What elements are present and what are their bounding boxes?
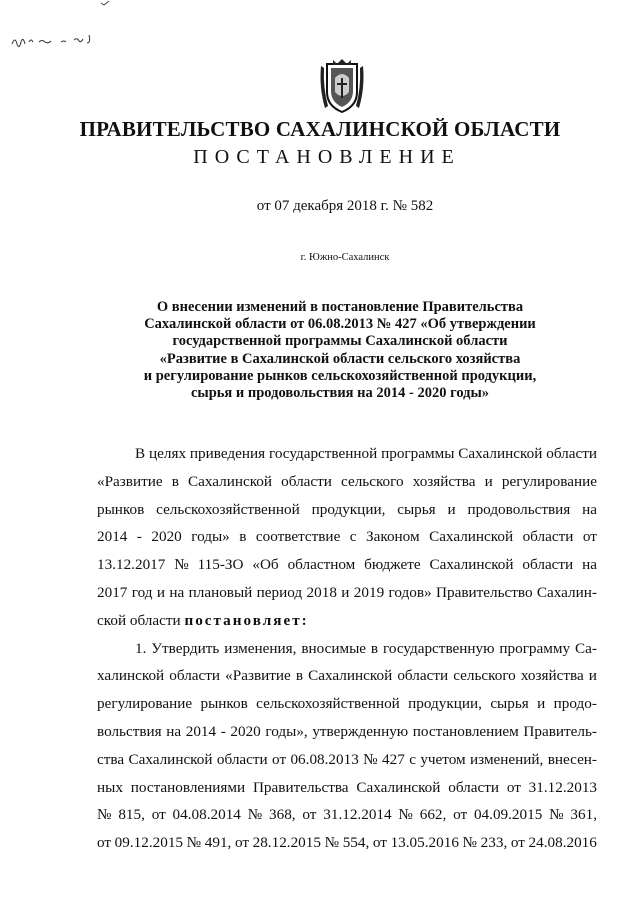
word: рынков: [200, 695, 248, 713]
subject-line: сырья и продовольствия на 2014 - 2020 годы»: [190, 385, 490, 402]
word: годов»: [388, 583, 432, 601]
word: хозяйства: [520, 667, 584, 685]
word: №: [174, 556, 189, 574]
word: на: [169, 583, 185, 601]
subject-line: О внесении изменений в постановление Правительства: [156, 299, 524, 315]
resolution-verb: постановляет:: [184, 611, 309, 629]
word: сельскохозяйственной: [156, 500, 300, 518]
word: бюджете: [364, 556, 421, 574]
paragraph-preamble: [97, 440, 597, 607]
word: изменения,: [224, 639, 297, 657]
word: плановый: [188, 583, 253, 601]
word: сырья: [397, 500, 436, 518]
word: регулирование: [501, 472, 597, 490]
word: регулирование: [97, 695, 193, 713]
word: в: [171, 472, 179, 490]
word: -: [136, 528, 142, 546]
word: на: [582, 556, 597, 574]
paragraph-item-1: [97, 635, 597, 857]
document-city: г. Южно-Сахалинск: [300, 252, 390, 263]
word: 115-ЗО: [197, 556, 244, 574]
text-line: [97, 801, 597, 829]
word: Сахалинской: [187, 472, 273, 490]
word: 2020: [230, 722, 261, 740]
word: 427: [382, 750, 405, 768]
word: 06.08.2013: [290, 750, 359, 768]
document-subject: [120, 299, 560, 402]
word: №: [247, 806, 263, 824]
word: области: [216, 750, 268, 768]
word: Законом: [366, 528, 420, 546]
word: №: [324, 834, 340, 852]
word: от: [582, 528, 597, 546]
text-line: [97, 718, 597, 746]
word: продо-: [553, 695, 597, 713]
text-line: [97, 662, 597, 690]
word: области: [546, 445, 597, 462]
word: «Об: [252, 556, 279, 574]
text-line: [97, 746, 597, 774]
word: и: [588, 667, 597, 685]
subject-line: государственной программы Сахалинской области: [172, 333, 508, 350]
text-line: [97, 635, 597, 663]
text-line: [97, 523, 597, 551]
word: на: [166, 722, 182, 740]
word: рынков: [97, 500, 145, 518]
word: год: [131, 583, 153, 601]
word: постановлением: [412, 722, 519, 740]
word: соответствие: [255, 528, 341, 546]
text-line: [97, 440, 597, 468]
word: и: [341, 583, 350, 601]
word: от: [272, 750, 287, 768]
word: и: [484, 472, 493, 490]
text-line: [97, 551, 597, 579]
word: Сахалинской: [308, 667, 393, 685]
word: от: [302, 806, 317, 824]
word: государственной: [268, 445, 378, 462]
word: от: [372, 834, 387, 852]
word: Сахалинской: [429, 528, 514, 546]
word: 2018: [306, 583, 337, 601]
word: сельского: [453, 667, 516, 685]
word: 04.09.2015: [473, 806, 543, 824]
word: 2014: [185, 722, 217, 740]
word: годы»,: [265, 722, 308, 740]
word: в: [295, 667, 304, 685]
word: от: [151, 806, 166, 824]
word: сельскохозяйственной: [256, 695, 400, 713]
word: №: [549, 806, 564, 824]
word: и: [156, 583, 165, 601]
text-line: [97, 690, 597, 718]
word: целях: [149, 445, 187, 462]
word: области: [522, 528, 574, 546]
word: халинской: [97, 667, 165, 685]
word: хозяйства: [412, 472, 476, 490]
word: 24.08.2016: [528, 834, 597, 852]
word: Правительства: [252, 778, 349, 796]
word: областном: [287, 556, 356, 574]
word: 28.12.2015: [252, 834, 321, 852]
corner-mark: [100, 0, 110, 6]
subject-line: и регулирование рынков сельскохозяйственной продукции,: [143, 367, 537, 384]
preamble-closing-text: ской области: [97, 611, 181, 629]
text-line: [97, 468, 597, 496]
word: области: [397, 667, 449, 685]
word: области: [169, 667, 221, 685]
word: в: [239, 528, 247, 546]
word: государственную: [383, 639, 495, 657]
word: «Развитие: [225, 667, 291, 685]
word: Сахалинской: [356, 778, 441, 796]
word: Сахалинской: [429, 556, 514, 574]
text-line: [97, 496, 597, 524]
word: -: [220, 722, 226, 740]
document-type: ПОСТАНОВЛЕНИЕ: [193, 146, 461, 168]
word: 31.12.2013: [528, 778, 597, 796]
word: 662,: [419, 806, 447, 824]
word: от: [510, 834, 525, 852]
word: программу: [499, 639, 571, 657]
word: 491,: [204, 834, 232, 852]
word: Са-: [574, 639, 597, 657]
word: с: [349, 528, 357, 546]
word: №: [97, 806, 112, 824]
preamble-closing-line: [97, 607, 597, 635]
word: годы»: [191, 528, 230, 546]
subject-line: Сахалинской области от 06.08.2013 № 427 «Об утверждении: [144, 316, 536, 333]
word: Правитель-: [523, 722, 597, 740]
word: 361,: [570, 806, 597, 824]
word: 554,: [342, 834, 370, 852]
word: продукции,: [311, 500, 386, 518]
coat-of-arms-emblem: [319, 58, 365, 116]
word: утвержденную: [312, 722, 409, 740]
word: Утвердить: [151, 639, 220, 657]
word: Сахалинской: [458, 445, 543, 462]
word: вольствия: [97, 722, 162, 740]
word: и: [537, 695, 546, 713]
text-line: [97, 829, 597, 857]
word: постановлениями: [130, 778, 246, 796]
word: приведения: [189, 445, 266, 462]
word: 13.12.2017: [97, 556, 166, 574]
word: 2017: [97, 583, 128, 601]
word: области: [522, 556, 574, 574]
word: 09.12.2015: [114, 834, 183, 852]
word: учетом: [420, 750, 466, 768]
word: ных: [97, 778, 123, 796]
word: 1.: [135, 639, 147, 657]
word: области: [281, 472, 332, 490]
word: от: [453, 806, 468, 824]
word: №: [398, 806, 413, 824]
word: в: [370, 639, 379, 657]
word: программы: [381, 445, 455, 462]
word: вносимые: [301, 639, 367, 657]
document-body: [97, 440, 597, 857]
word: сельского: [341, 472, 404, 490]
word: ства: [97, 750, 125, 768]
word: 2019: [353, 583, 385, 601]
document-date-number: от 07 декабря 2018 г. № 582: [256, 198, 434, 214]
word: Правительство: [436, 583, 533, 601]
word: изменений,: [470, 750, 544, 768]
word: на: [582, 500, 597, 518]
word: от: [234, 834, 249, 852]
word: «Развитие: [97, 472, 163, 490]
word: внесен-: [547, 750, 597, 768]
word: области: [448, 778, 499, 796]
word: от: [506, 778, 521, 796]
word: 13.05.2016: [390, 834, 459, 852]
subject-line: «Развитие в Сахалинской области сельского хозяйства: [159, 350, 521, 367]
word: продукции,: [408, 695, 482, 713]
word: 233,: [480, 834, 508, 852]
word: от: [97, 834, 112, 852]
word: 2020: [151, 528, 182, 546]
word: №: [363, 750, 378, 768]
word: Сахалинской: [128, 750, 213, 768]
word: период: [256, 583, 303, 601]
word: Сахалин-: [536, 583, 597, 601]
word: 31.12.2014: [323, 806, 392, 824]
word: 04.08.2014: [172, 806, 241, 824]
word: 815,: [118, 806, 145, 824]
word: 2014: [97, 528, 128, 546]
text-line: [97, 774, 597, 802]
word: и: [447, 500, 456, 518]
word: 368,: [269, 806, 296, 824]
word: сырья: [490, 695, 529, 713]
word: с: [409, 750, 416, 768]
handwritten-note: [10, 30, 120, 50]
word: №: [186, 834, 202, 852]
word: №: [462, 834, 478, 852]
word: В: [135, 445, 146, 462]
government-title: ПРАВИТЕЛЬСТВО САХАЛИНСКОЙ ОБЛАСТИ: [79, 117, 561, 141]
word: продовольствия: [467, 500, 571, 518]
text-line: [97, 579, 597, 607]
